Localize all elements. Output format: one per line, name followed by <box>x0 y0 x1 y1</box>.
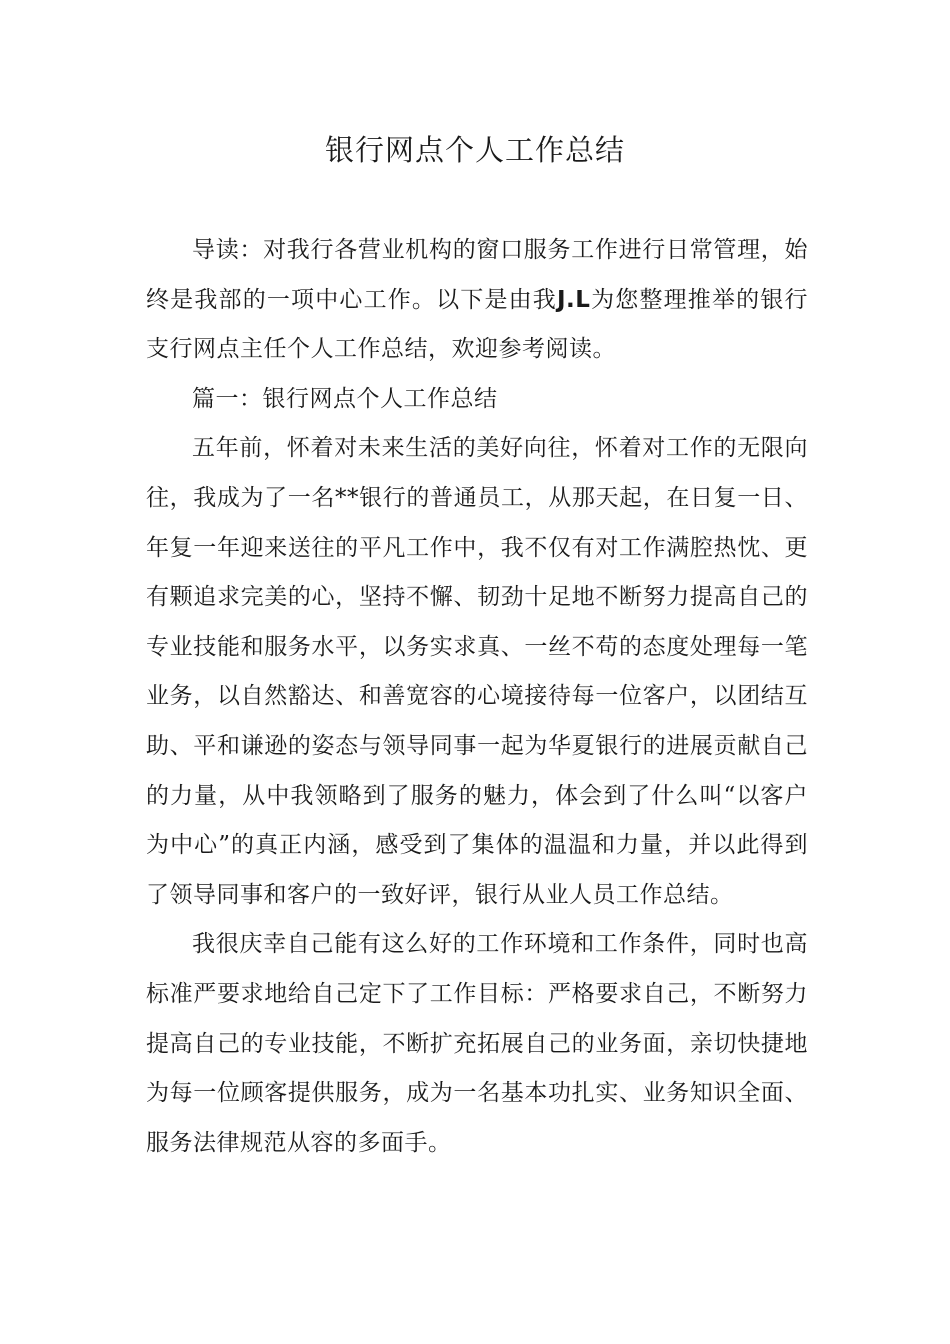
document-body <box>146 226 808 1168</box>
intro-paragraph <box>146 226 808 375</box>
document-title: 银行网点个人工作总结 <box>324 133 625 167</box>
intro-text-end: 为您整理推举的银行支行网点主任个人工作总结，欢迎参考阅读。 <box>146 286 809 363</box>
intro-text-start: 导读：对我行各营业机构的窗口服务工作进行日常管理，始终是我部的一项中心工作。以下是由我 <box>146 237 808 313</box>
body-paragraph-2: 我很庆幸自己能有这么好的工作环境和工作条件，同时也高标准严要求地给自己定下了工作目标：严格要求自己，不断努力提高自己的专业技能，不断扩充拓展自己的业务面，亲切快捷地为每一位顾客提供服务，成为一名基本功扎实、业务知识全面、服务法律规范从容的多面手。 <box>146 931 808 1156</box>
body-paragraph-1: 五年前，怀着对未来生活的美好向往，怀着对工作的无限向往，我成为了一名**银行的普通员工，从那天起，在日复一日、年复一年迎来送往的平凡工作中，我不仅有对工作满腔热忱、更有颗追求完美的心，坚持不懈、韧劲十足地不断努力提高自己的专业技能和服务水平，以务实求真、一丝不苟的态度处理每一笔业务，以自然豁达、和善宽容的心境接待每一位客户，以团结互助、平和谦逊的姿态与领导同事一起为华夏银行的进展贡献自己的力量，从中我领略到了服务的魅力，体会到了什么叫“以客户为中心”的真正内涵，感受到了集体的温温和力量，并以此得到了领导同事和客户的一致好评，银行从业人员工作总结。 <box>146 435 808 908</box>
author-name: J.L <box>556 286 591 313</box>
section-heading: 篇一：银行网点个人工作总结 <box>192 385 498 412</box>
